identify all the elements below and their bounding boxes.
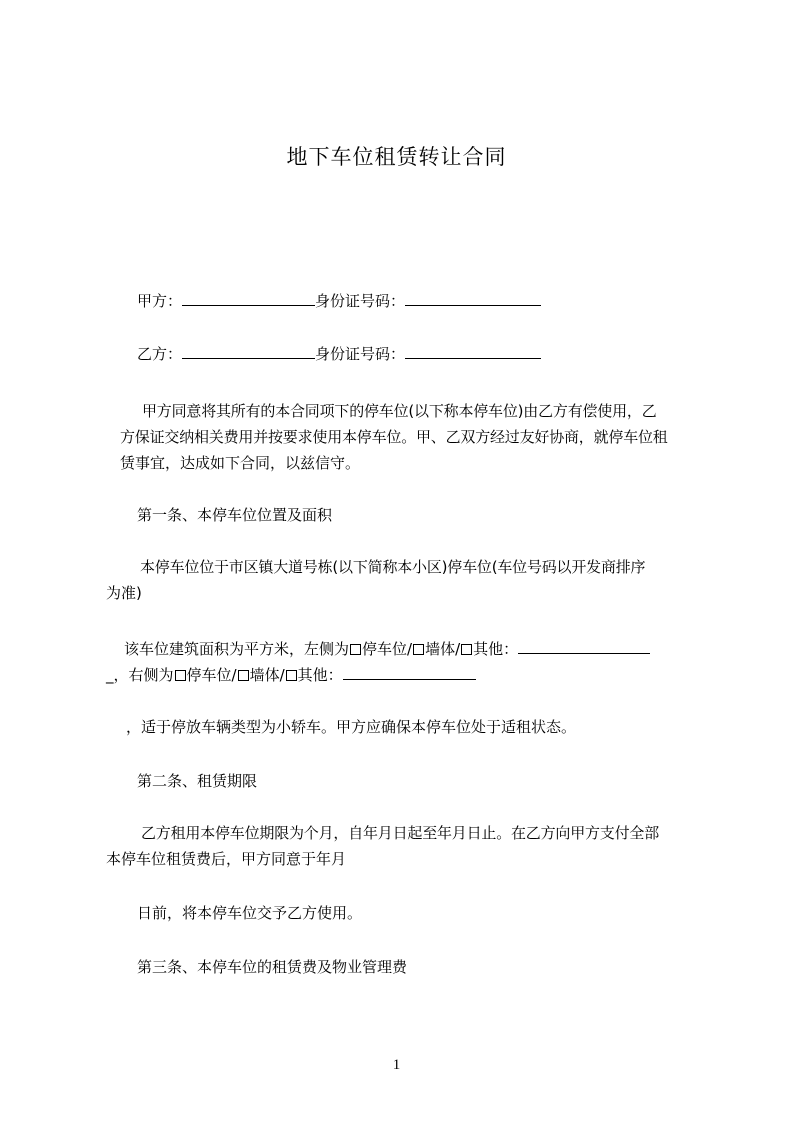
left-other-blank [518,638,650,654]
right-other-option: 其他： [297,666,343,684]
article-1-area-line-1 [124,638,650,660]
party-a-name-blank [182,290,315,306]
intro-line-1: 甲方同意将其所有的本合同项下的停车位(以下称本停车位)由乙方有偿使用，乙 [142,402,657,420]
party-b-line [137,343,541,365]
article-2-term-line-1: 乙方租用本停车位期限为个月，自年月日起至年月日止。在乙方向甲方支付全部 [141,824,660,842]
article-1-area-line-2 [106,664,476,686]
intro-line-2: 方保证交纳相关费用并按要求使用本停车位。甲、乙双方经过友好协商，就停车位租 [120,428,668,446]
party-a-id-blank [405,290,541,306]
area-text: 该车位建筑面积为平方米，左侧为 [124,640,350,658]
article-1-location-line-2: 为准) [106,584,142,602]
article-1-location-line-1: 本停车位位于市区镇大道号栋(以下简称本小区)停车位(车位号码以开发商排序 [140,558,646,576]
article-1-heading: 第一条、本停车位位置及面积 [137,506,333,524]
right-side-text: ，右侧为 [113,666,174,684]
article-1-vehicle-type: ，适于停放车辆类型为小轿车。甲方应确保本停车位处于适租状态。 [126,718,577,736]
right-parking-checkbox[interactable] [175,670,186,681]
right-wall-option: 墙体/ [249,666,285,684]
left-other-option: 其他： [473,640,519,658]
party-b-id-label: 身份证号码： [315,345,406,363]
left-parking-option: 停车位/ [362,640,413,658]
party-b-label: 乙方： [137,345,183,363]
intro-line-3: 赁事宜，达成如下合同，以兹信守。 [120,454,361,472]
left-parking-checkbox[interactable] [350,644,361,655]
party-a-line [137,290,541,312]
party-b-id-blank [405,343,541,359]
page-number: 1 [392,1057,401,1073]
right-parking-option: 停车位/ [186,666,237,684]
left-wall-option: 墙体/ [425,640,461,658]
party-a-label: 甲方： [137,292,183,310]
article-2-term-line-2: 本停车位租赁费后，甲方同意于年月 [106,850,347,868]
right-other-blank [343,664,476,680]
article-2-handover: 日前，将本停车位交予乙方使用。 [137,904,363,922]
article-3-heading: 第三条、本停车位的租赁费及物业管理费 [137,958,408,976]
right-wall-checkbox[interactable] [238,670,249,681]
right-other-checkbox[interactable] [286,670,297,681]
article-2-heading: 第二条、租赁期限 [137,772,258,790]
contract-title: 地下车位租赁转让合同 [286,145,507,169]
left-wall-checkbox[interactable] [413,644,424,655]
party-b-name-blank [182,343,315,359]
line-continuation-underscore: _ [106,666,114,684]
party-a-id-label: 身份证号码： [315,292,406,310]
left-other-checkbox[interactable] [461,644,472,655]
